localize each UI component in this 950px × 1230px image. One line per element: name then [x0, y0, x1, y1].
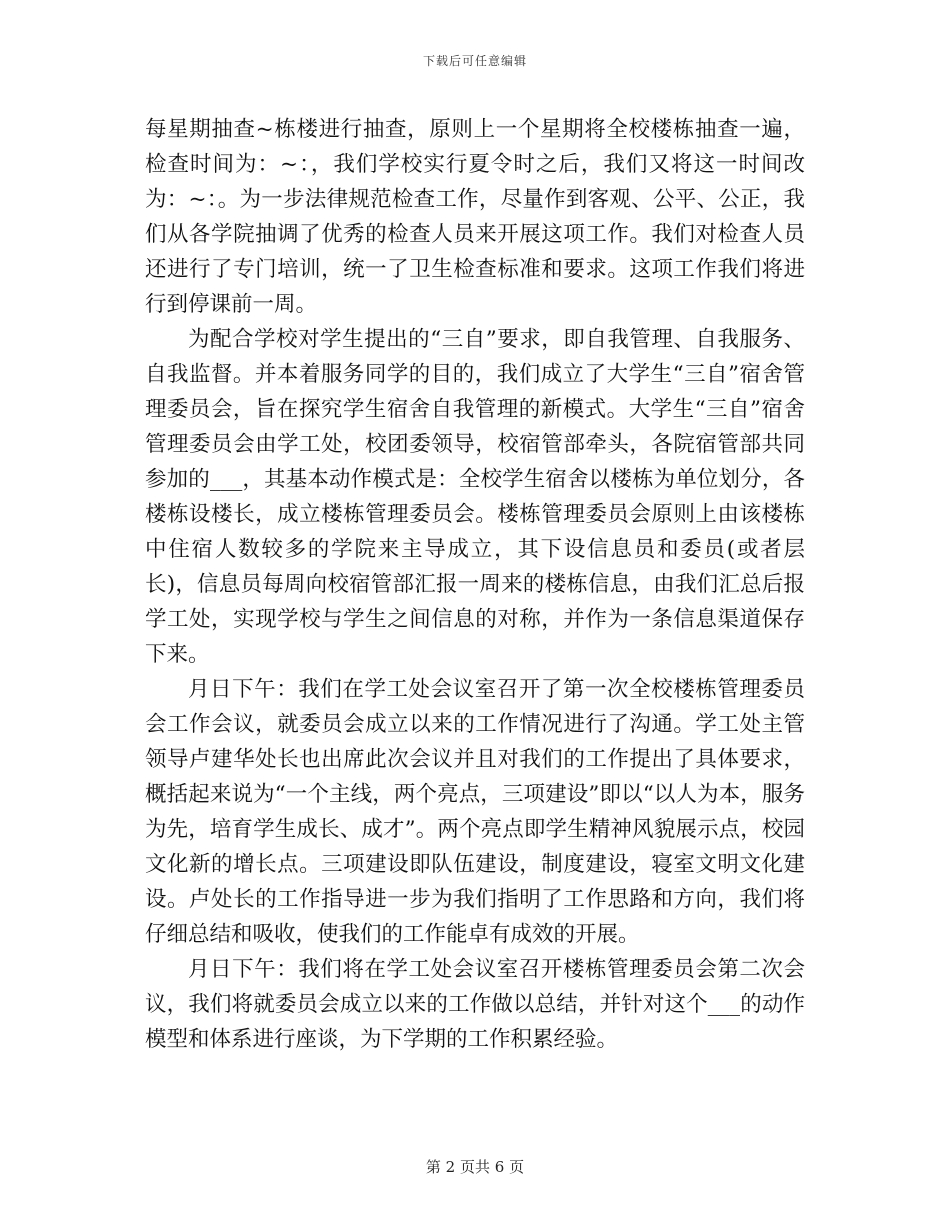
page-header: 下载后可任意编辑 — [422, 54, 527, 68]
document-body — [145, 112, 805, 1057]
page-footer: 第 2 页共 6 页 — [425, 1158, 525, 1176]
paragraph-2: 为配合学校对学生提出的“三自”要求，即自我管理、自我服务、自我监督。并本着服务同学的目的，我们成立了大学生“三自”宿舍管理委员会，旨在探究学生宿舍自我管理的新模式。大学生“三自”宿舍管理委员会由学工处，校团委领导，校宿管部牵头，各院宿管部共同参加的___，其基本动作模式是：全校学生宿舍以楼栋为单位划分，各楼栋设楼长，成立楼栋管理委员会。楼栋管理委员会原则上由该楼栋中住宿人数较多的学院来主导成立，其下设信息员和委员(或者层长)，信息员每周向校宿管部汇报一周来的楼栋信息，由我们汇总后报学工处，实现学校与学生之间信息的对称，并作为一条信息渠道保存下来。 — [145, 327, 805, 667]
paragraph-1: 每星期抽查~栋楼进行抽查，原则上一个星期将全校楼栋抽查一遍，检查时间为：~：，我们学校实行夏令时之后，我们又将这一时间改为：~：。为一步法律规范检查工作，尽量作到客观、公平、公正，我们从各学院抽调了优秀的检查人员来开展这项工作。我们对检查人员还进行了专门培训，统一了卫生检查标准和要求。这项工作我们将进行到停课前一周。 — [145, 117, 805, 317]
paragraph-3: 月日下午：我们在学工处会议室召开了第一次全校楼栋管理委员会工作会议，就委员会成立以来的工作情况进行了沟通。学工处主管领导卢建华处长也出席此次会议并且对我们的工作提出了具体要求，概括起来说为“一个主线，两个亮点，三项建设”即以“以人为本，服务为先，培育学生成长、成才”。两个亮点即学生精神风貌展示点，校园文化新的增长点。三项建设即队伍建设，制度建设，寝室文明文化建设。卢处长的工作指导进一步为我们指明了工作思路和方向，我们将仔细总结和吸收，使我们的工作能卓有成效的开展。 — [145, 677, 805, 947]
paragraph-4: 月日下午：我们将在学工处会议室召开楼栋管理委员会第二次会议，我们将就委员会成立以来的工作做以总结，并针对这个___的动作模型和体系进行座谈，为下学期的工作积累经验。 — [145, 957, 805, 1052]
